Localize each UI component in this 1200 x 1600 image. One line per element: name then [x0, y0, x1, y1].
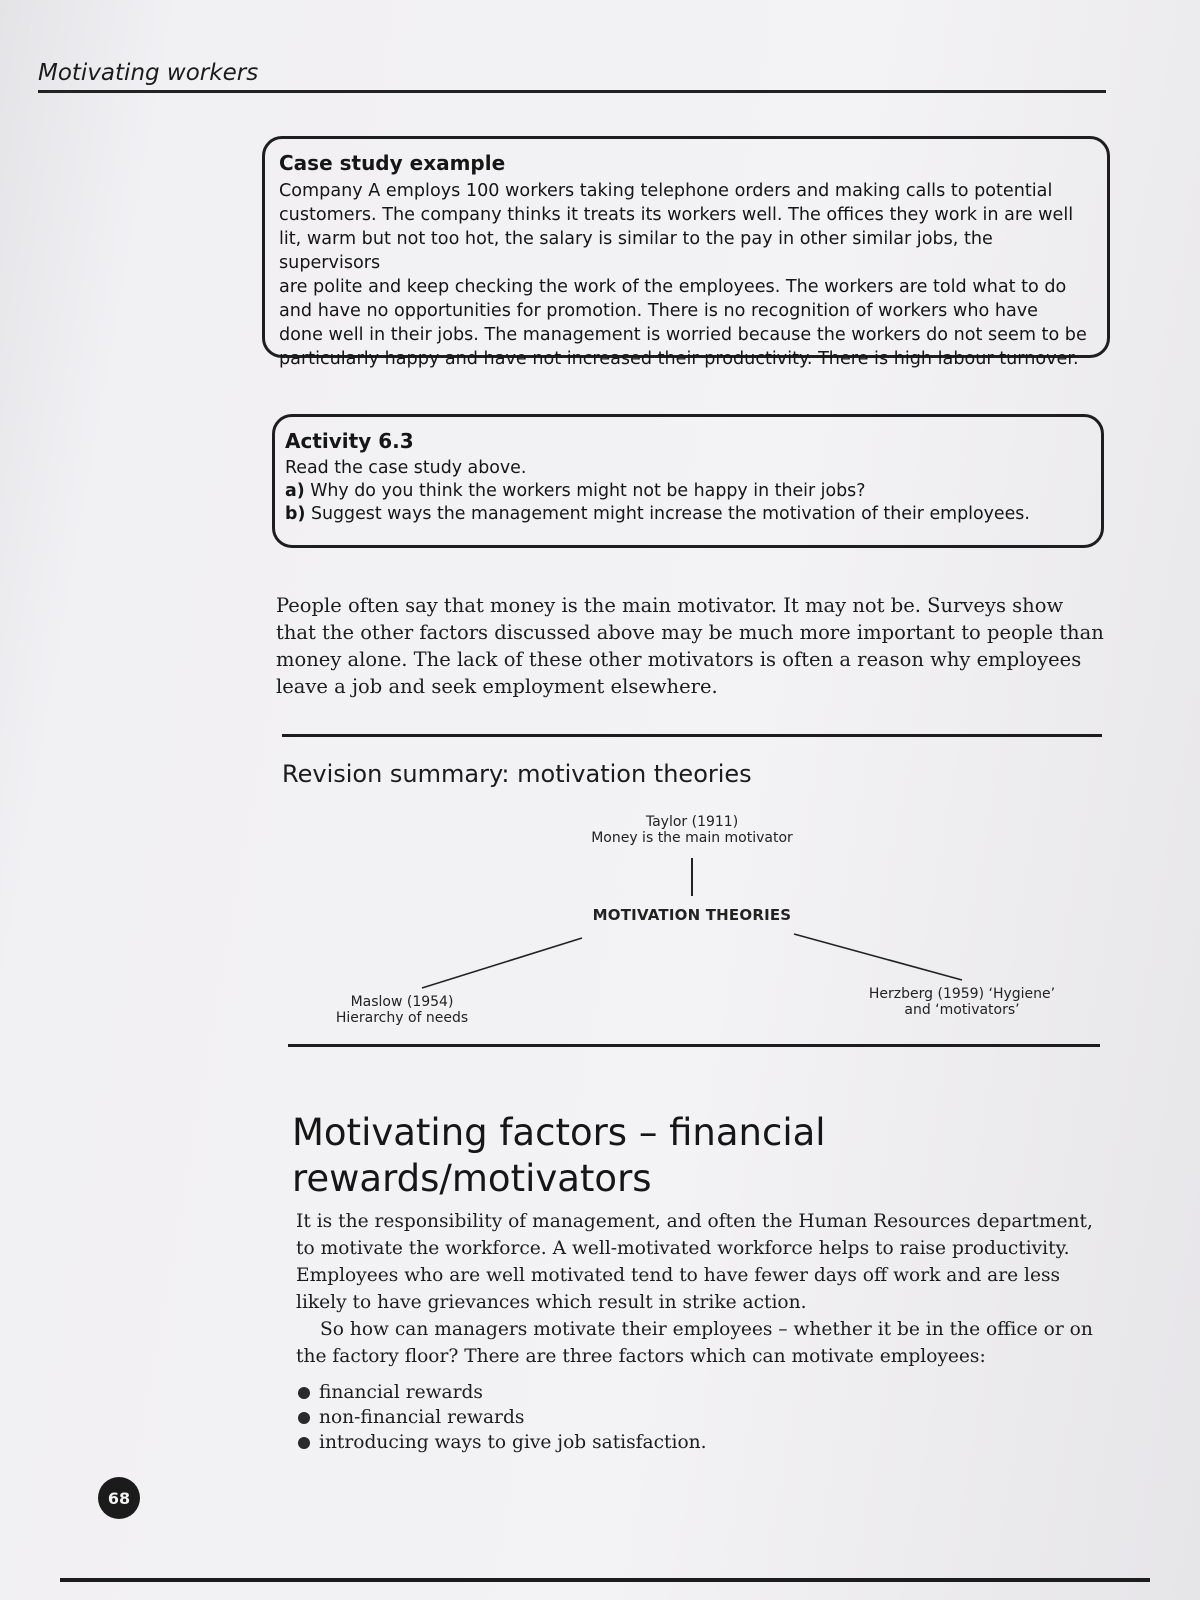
node-herzberg — [842, 986, 1082, 1018]
connector-left — [422, 938, 582, 988]
question-letter: b) — [285, 504, 306, 524]
case-study-line: done well in their jobs. The management is worried because the workers do not seem to be — [279, 325, 1087, 345]
bullet-icon — [298, 1412, 310, 1424]
list-item — [298, 1380, 707, 1405]
list-item — [298, 1405, 707, 1430]
header-rule — [38, 90, 1106, 93]
revision-top-rule — [282, 734, 1102, 737]
case-study-box — [262, 136, 1110, 369]
motivation-theories-diagram — [282, 800, 1102, 1040]
case-study-line: and have no opportunities for promotion. There is no recognition of workers who have — [279, 301, 1038, 321]
paragraph-line: that the other factors discussed above may be much more important to people than — [276, 621, 1104, 644]
page-number-badge: 68 — [98, 1477, 140, 1519]
body-line: likely to have grievances which result in strike action. — [296, 1292, 807, 1313]
node-maslow-name: Maslow (1954) — [350, 994, 454, 1010]
list-item — [298, 1430, 707, 1455]
bullet-icon — [298, 1437, 310, 1449]
section-heading — [292, 1110, 1092, 1202]
paragraph-line: money alone. The lack of these other motivators is often a reason why employees — [276, 648, 1082, 671]
paragraph-line: People often say that money is the main motivator. It may not be. Surveys show — [276, 594, 1064, 617]
running-header: Motivating workers — [38, 60, 259, 86]
body-line: It is the responsibility of management, and often the Human Resources department, — [296, 1211, 1093, 1232]
section-heading-line: Motivating factors – financial — [292, 1111, 826, 1154]
list-item-text: financial rewards — [319, 1382, 483, 1403]
bottom-rule — [60, 1578, 1150, 1582]
body-line: the factory floor? There are three factors which can motivate employees: — [296, 1346, 986, 1367]
activity-question — [285, 480, 1089, 503]
activity-question — [285, 503, 1089, 526]
section-body — [296, 1208, 1096, 1370]
body-line: So how can managers motivate their employees – whether it be in the office or on — [320, 1319, 1093, 1340]
case-study-text — [279, 179, 1095, 371]
paragraph-line: leave a job and seek employment elsewhere. — [276, 675, 718, 698]
connector-right — [794, 934, 962, 980]
money-paragraph — [276, 592, 1106, 700]
bullet-icon — [298, 1387, 310, 1399]
node-taylor-desc: Money is the main motivator — [591, 830, 793, 846]
list-item-text: non-financial rewards — [319, 1407, 525, 1428]
node-herzberg-desc: and ‘motivators’ — [904, 1002, 1020, 1018]
question-letter: a) — [285, 481, 305, 501]
body-line: to motivate the workforce. A well-motivated workforce helps to raise productivity. — [296, 1238, 1070, 1259]
node-taylor-name: Taylor (1911) — [645, 814, 739, 830]
case-study-title: Case study example — [279, 151, 506, 175]
case-study-line: particularly happy and have not increased their productivity. There is high labour turnover. — [279, 349, 1079, 369]
body-line: Employees who are well motivated tend to have fewer days off work and are less — [296, 1265, 1061, 1286]
case-study-line: lit, warm but not too hot, the salary is similar to the pay in other similar jobs, the supervisors — [279, 229, 993, 273]
case-study-line: are polite and keep checking the work of the employees. The workers are told what to do — [279, 277, 1067, 297]
revision-title: Revision summary: motivation theories — [282, 760, 752, 788]
node-maslow — [302, 994, 502, 1026]
factor-list — [298, 1380, 707, 1455]
activity-box — [272, 414, 1104, 548]
node-center: MOTIVATION THEORIES — [592, 906, 792, 924]
question-text: Why do you think the workers might not be happy in their jobs? — [310, 481, 866, 501]
activity-intro: Read the case study above. — [285, 458, 527, 478]
node-maslow-desc: Hierarchy of needs — [335, 1010, 469, 1026]
activity-title: Activity 6.3 — [285, 429, 414, 453]
question-text: Suggest ways the management might increase the motivation of their employees. — [310, 504, 1030, 524]
section-heading-line: rewards/motivators — [292, 1157, 652, 1200]
list-item-text: introducing ways to give job satisfaction. — [319, 1432, 707, 1453]
node-herzberg-name: Herzberg (1959) ‘Hygiene’ — [868, 986, 1056, 1002]
case-study-line: customers. The company thinks it treats its workers well. The offices they work in are well — [279, 205, 1074, 225]
node-taylor — [562, 814, 822, 846]
revision-bottom-rule — [288, 1044, 1100, 1047]
case-study-line: Company A employs 100 workers taking telephone orders and making calls to potential — [279, 181, 1053, 201]
